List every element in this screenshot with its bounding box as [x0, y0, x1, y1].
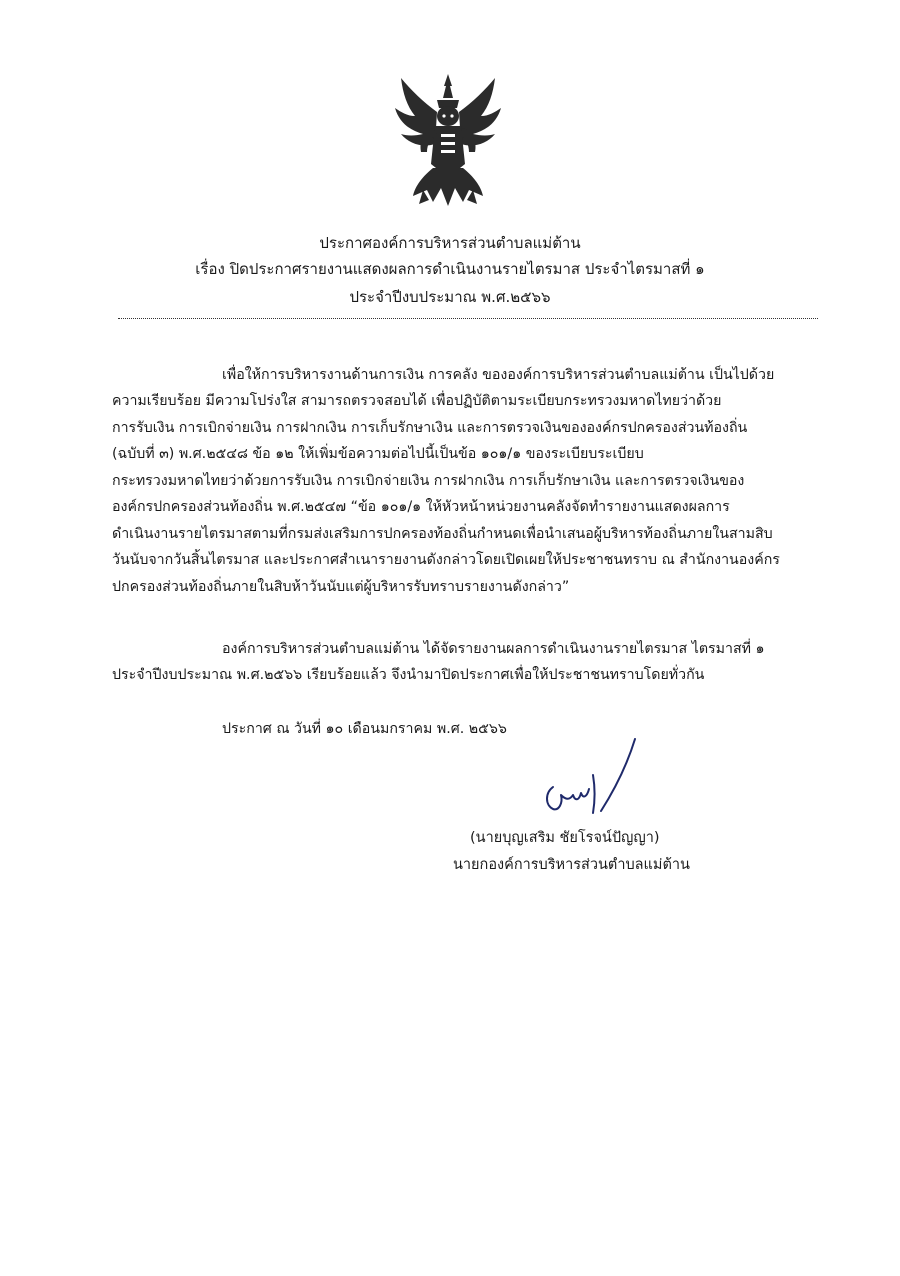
paragraph1-line: กระทรวงมหาดไทยว่าด้วยการรับเงิน การเบิกจ่ายเงิน การฝากเงิน การเก็บรักษาเงิน และการตรวจเงินของ: [112, 473, 745, 489]
announce-date: ประกาศ ณ วันที่ ๑๐ เดือนมกราคม พ.ศ. ๒๕๖๖: [222, 721, 507, 737]
paragraph1-line: การรับเงิน การเบิกจ่ายเงิน การฝากเงิน การเก็บรักษาเงิน และการตรวจเงินขององค์กรปกครองส่วนท้องถิ่น: [112, 420, 748, 436]
dotted-divider: [118, 318, 818, 319]
paragraph1-line: องค์กรปกครองส่วนท้องถิ่น พ.ศ.๒๕๔๗ “ข้อ ๑๐๑/๑ ให้หัวหน้าหน่วยงานคลังจัดทำรายงานแสดงผลการ: [112, 499, 730, 515]
paragraph1-line: (ฉบับที่ ๓) พ.ศ.๒๕๔๘ ข้อ ๑๒ ให้เพิ่มข้อความต่อไปนี้เป็นข้อ ๑๐๑/๑ ของระเบียบระเบียบ: [112, 446, 644, 462]
paragraph1-line: วันนับจากวันสิ้นไตรมาส และประกาศสำเนารายงานดังกล่าวโดยเปิดเผยให้ประชาชนทราบ ณ สำนักงานองค์กร: [112, 552, 780, 568]
announcement-subject: เรื่อง ปิดประกาศรายงานแสดงผลการดำเนินงานรายไตรมาส ประจำไตรมาสที่ ๑: [195, 260, 705, 278]
paragraph1-line: ความเรียบร้อย มีความโปร่งใส สามารถตรวจสอบได้ เพื่อปฏิบัติตามระเบียบกระทรวงมหาดไทยว่าด้วย: [112, 393, 722, 409]
signatory-title: นายกองค์การบริหารส่วนตำบลแม่ต้าน: [453, 857, 690, 873]
paragraph2-line: องค์การบริหารส่วนตำบลแม่ต้าน ได้จัดรายงานผลการดำเนินงานรายไตรมาส ไตรมาสที่ ๑: [222, 641, 765, 657]
announcement-title: ประกาศองค์การบริหารส่วนตำบลแม่ต้าน: [319, 234, 581, 252]
paragraph1-line: ปกครองส่วนท้องถิ่นภายในสิบห้าวันนับแต่ผู้บริหารรับทราบรายงานดังกล่าว”: [112, 579, 570, 595]
fiscal-year-line: ประจำปีงบประมาณ พ.ศ.๒๕๖๖: [349, 288, 551, 306]
signatory-name: (นายบุญเสริม ชัยโรจน์ปัญญา): [470, 830, 660, 846]
paragraph2-line: ประจำปีงบประมาณ พ.ศ.๒๕๖๖ เรียบร้อยแล้ว จึงนำมาปิดประกาศเพื่อให้ประชาชนทราบโดยทั่วกัน: [112, 667, 705, 683]
paragraph1-line: ดำเนินงานรายไตรมาสตามที่กรมส่งเสริมการปกครองท้องถิ่นกำหนดเพื่อนำเสนอผู้บริหารท้องถิ่นภายในสามสิบ: [112, 526, 773, 542]
garuda-emblem-icon: [393, 72, 503, 210]
paragraph1-line: เพื่อให้การบริหารงานด้านการเงิน การคลัง ขององค์การบริหารส่วนตำบลแม่ต้าน เป็นไปด้วย: [222, 367, 775, 383]
handwritten-signature: [535, 735, 645, 825]
